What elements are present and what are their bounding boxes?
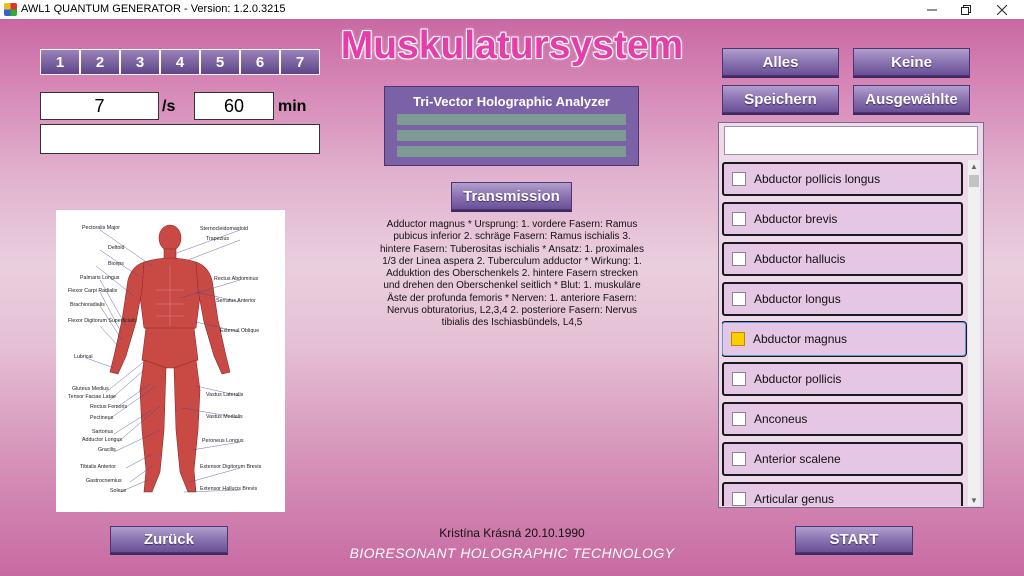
list-scrollbar[interactable] [968, 160, 980, 506]
label-gracilis: Gracilis [98, 447, 116, 453]
list-item[interactable] [722, 402, 963, 436]
frequency-unit: /s [162, 98, 176, 115]
tri-vector-analyzer [384, 86, 639, 166]
list-item-label: Anconeus [754, 412, 808, 426]
list-item[interactable] [722, 242, 963, 276]
label-trapezius: Trapezius [206, 236, 230, 242]
frequency-input[interactable]: 7 [40, 92, 159, 120]
list-item-checkbox[interactable] [732, 212, 746, 226]
list-item-label: Abductor hallucis [754, 252, 846, 266]
list-item-checkbox[interactable] [732, 292, 746, 306]
label-vastus-lateralis: Vastus Lateralis [206, 392, 244, 398]
selected-button[interactable]: Ausgewählte [853, 85, 970, 113]
analyzer-bar-2 [397, 130, 626, 141]
list-item-checkbox[interactable] [732, 412, 746, 426]
list-item[interactable] [722, 362, 963, 396]
label-pectineus: Pectineus [90, 415, 114, 421]
label-sternocleidomastoid: Sternocleidomastoid [200, 226, 248, 232]
analyzer-bar-3 [397, 146, 626, 157]
label-sartorius: Sartorius [92, 429, 114, 435]
transmission-button[interactable]: Transmission [451, 182, 572, 210]
label-flexor-digitorum: Flexor Digitorum Superficialis [68, 318, 137, 324]
label-extensor-hallucis-brevis: Extensor Hallucis Brevis [200, 486, 258, 492]
back-button[interactable]: Zurück [110, 526, 228, 553]
minimize-icon[interactable] [918, 0, 946, 19]
list-item[interactable] [722, 162, 963, 196]
scrollbar-thumb[interactable] [969, 175, 979, 187]
list-item-checkbox[interactable] [732, 372, 746, 386]
label-deltoid: Deltoid [108, 245, 125, 251]
label-flexor-carpi-radialis: Flexor Carpi Radialis [68, 288, 118, 294]
label-extensor-digitorum-brevis: Extensor Digitorum Brevis [200, 464, 262, 470]
tab-4[interactable]: 4 [160, 49, 200, 75]
label-biceps: Biceps [108, 261, 124, 267]
restore-icon[interactable] [952, 0, 980, 19]
scroll-down-icon[interactable]: ▼ [970, 495, 978, 505]
footer-tagline: BIORESONANT HOLOGRAPHIC TECHNOLOGY [349, 545, 675, 561]
tab-1[interactable]: 1 [40, 49, 80, 75]
list-item-checkbox[interactable] [732, 172, 746, 186]
tab-3[interactable]: 3 [120, 49, 160, 75]
analyzer-title: Tri-Vector Holographic Analyzer [413, 94, 610, 109]
scroll-up-icon[interactable]: ▲ [970, 161, 978, 171]
list-item[interactable] [722, 442, 963, 476]
list-item[interactable] [722, 482, 963, 506]
program-number-tabs [40, 49, 320, 75]
name-text-field[interactable] [40, 124, 320, 154]
label-tensor-faciae-latae: Tensor Faciae Latae [68, 394, 116, 400]
label-palmaris-longus: Palmaris Longus [80, 275, 120, 281]
list-item-label: Anterior scalene [754, 452, 841, 466]
analyzer-bar-1 [397, 114, 626, 125]
list-item-label: Abductor brevis [754, 212, 838, 226]
label-peroneus-longus: Peroneus Longus [202, 438, 244, 444]
muscle-description: Adductor magnus * Ursprung: 1. vordere Fasern: Ramus pubicus inferior 2. schräge Fasern: Ramus ischialis 3. hintere Fasern: Tuberositas ischialis * Ansatz: 1. proximales 1/3 der Linea aspera 2. Tuberculum adductor * Wirkung: 1. Adduktion des Oberschenkels 2. hintere Fasern strecken und drehen den Oberschenkel seitlich * Blut: 1. muskuläre Äste der profunda femoris * Nerven: 1. anteriore Fasern: Nervus obturatorius, L2,3,4 2. posteriore Fasern: Nervus tibialis des Ischiasbündels, L4,5 [379, 219, 644, 329]
list-item-label: Abductor magnus [753, 332, 848, 346]
list-item-selected[interactable] [722, 322, 966, 356]
list-item-label: Abductor pollicis [754, 372, 842, 386]
list-item-checkbox[interactable] [732, 452, 746, 466]
close-icon[interactable] [988, 0, 1016, 19]
start-button[interactable]: START [795, 526, 913, 553]
label-brachioradialis: Brachioradialis [70, 302, 105, 308]
save-button[interactable]: Speichern [722, 85, 839, 113]
list-item-checkbox[interactable] [732, 252, 746, 266]
tab-7[interactable]: 7 [280, 49, 320, 75]
list-item-label: Abductor pollicis longus [754, 172, 881, 186]
muscle-list [722, 160, 968, 506]
label-rectus-femoris: Rectus Femoris [90, 404, 128, 410]
label-rectus-abdominus: Rectus Abdominus [214, 276, 259, 282]
list-item[interactable] [722, 282, 963, 316]
label-lubrical: Lubrical [74, 354, 93, 360]
label-adductor-longus: Adductor Longus [82, 437, 123, 443]
list-item-label: Abductor longus [754, 292, 841, 306]
label-tibialis-anterior: Tibialis Anterior [80, 464, 117, 470]
tab-2[interactable]: 2 [80, 49, 120, 75]
duration-unit: min [278, 98, 307, 115]
list-item-checkbox-checked[interactable] [731, 332, 745, 346]
title-bar [0, 0, 1024, 19]
person-info: Kristína Krásná 20.10.1990 [439, 526, 585, 540]
tab-6[interactable]: 6 [240, 49, 280, 75]
duration-input[interactable]: 60 [194, 92, 274, 120]
app-icon [4, 3, 17, 16]
label-external-oblique: External Oblique [220, 328, 260, 334]
list-item-label: Articular genus [754, 492, 835, 506]
tab-5[interactable]: 5 [200, 49, 240, 75]
select-all-button[interactable]: Alles [722, 48, 839, 76]
label-gluteus-medius: Gluteus Medius [72, 386, 109, 392]
label-serratus-anterior: Serratus Anterior [216, 298, 256, 304]
search-input[interactable] [724, 126, 978, 155]
list-item[interactable] [722, 202, 963, 236]
page-title: Muskulatursystem [340, 24, 684, 67]
label-pectoralis-major: Pectoralis Major [82, 225, 120, 231]
label-gastrocnemius: Gastrocnemius [86, 478, 122, 484]
list-item-checkbox[interactable] [732, 492, 746, 506]
muscle-figure [56, 210, 285, 512]
label-soleus: Soleus [110, 488, 127, 494]
anatomy-image [56, 210, 285, 512]
select-none-button[interactable]: Keine [853, 48, 970, 76]
window-title: AWL1 QUANTUM GENERATOR - Version: 1.2.0.3215 [21, 3, 286, 15]
label-vastus-medialis: Vastus Medialis [206, 414, 243, 420]
